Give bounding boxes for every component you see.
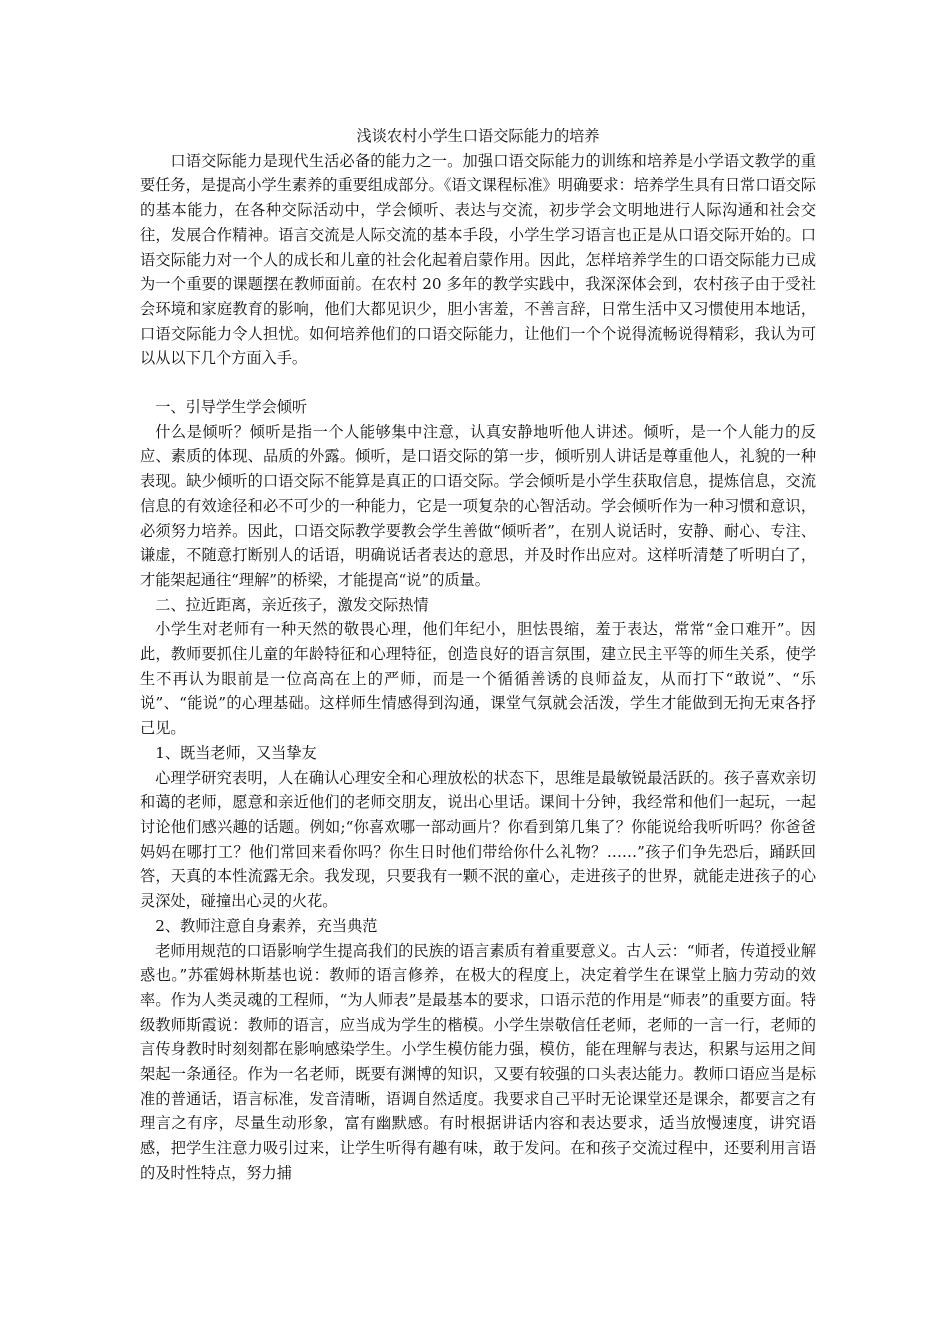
subsection-1-heading: 1、既当老师，又当挚友: [155, 743, 317, 762]
document-page: [140, 124, 816, 1186]
section-2-heading: 二、拉近距离，亲近孩子，激发交际热情: [155, 595, 429, 614]
subsection-1-paragraph: 心理学研究表明，人在确认心理安全和心理放松的状态下，思维是最敏锐最活跃的。孩子喜欢亲切和蔼的老师，愿意和亲近他们的老师交朋友，说出心里话。课间十分钟，我经常和他们一起玩，一起讨论他们感兴趣的话题。例如;“你喜欢哪一部动画片？你看到第几集了？你能说给我听听吗？你爸爸妈妈在哪打工？他们常回来看你吗？你生日时他们带给你什么礼物？……”孩子们争先恐后，踊跃回答，天真的本性流露无余。我发现，只要我有一颗不泯的童心，走进孩子的世界，就能走进孩子的心灵深处，碰撞出心灵的火花。: [140, 768, 816, 911]
subsection-2-paragraph: 老师用规范的口语影响学生提高我们的民族的语言素质有着重要意义。古人云：“师者，传道授业解惑也。”苏霍姆林斯基也说：教师的语言修养，在极大的程度上，决定着学生在课堂上脑力劳动的效率。作为人类灵魂的工程师，“为人师表”是最基本的要求，口语示范的作用是“师表”的重要方面。特级教师斯霞说：教师的语言，应当成为学生的楷模。小学生崇敬信任老师，老师的一言一行，老师的言传身教时时刻刻都在影响感染学生。小学生模仿能力强，模仿，能在理解与表达，积累与运用之间架起一条通径。作为一名老师，既要有渊博的知识，又要有较强的口头表达能力。教师口语应当是标准的普通话，语言标准，发音清晰，语调自然适度。我要求自己平时无论课堂还是课余，都要言之有理言之有序，尽量生动形象，富有幽默感。有时根据讲话内容和表达要求，适当放慢速度，讲究语感，把学生注意力吸引过来，让学生听得有趣有味，敢于发问。在和孩子交流过程中，还要利用言语的及时性特点，努力捕: [140, 941, 817, 1182]
intro-paragraph: 口语交际能力是现代生活必备的能力之一。加强口语交际能力的训练和培养是小学语文教学的重要任务，是提高小学生素养的重要组成部分。《语文课程标准》明确要求：培养学生具有日常口语交际的基本能力，在各种交际活动中，学会倾听、表达与交流，初步学会文明地进行人际沟通和社会交往，发展合作精神。语言交流是人际交流的基本手段，小学生学习语言也正是从口语交际开始的。口语交际能力对一个人的成长和儿童的社会化起着启蒙作用。因此，怎样培养学生的口语交际能力已成为一个重要的课题摆在教师面前。在农村 20 多年的教学实践中，我深深体会到，农村孩子由于受社会环境和家庭教育的影响，他们大都见识少，胆小害羞，不善言辞，日常生活中又习惯使用本地话，口语交际能力令人担忧。如何培养他们的口语交际能力，让他们一个个说得流畅说得精彩，我认为可以从以下几个方面入手。: [140, 151, 816, 368]
document-title: 浅谈农村小学生口语交际能力的培养: [356, 127, 600, 145]
paragraph-gap: [140, 371, 816, 395]
subsection-2-heading: 2、教师注意自身素养，充当典范: [155, 916, 378, 935]
section-1-heading: 一、引导学生学会倾听: [155, 398, 308, 417]
section-2-paragraph: 小学生对老师有一种天然的敬畏心理，他们年纪小，胆怯畏缩，羞于表达，常常“金口难开”。因此，教师要抓住儿童的年龄特征和心理特征，创造良好的语言氛围，建立民主平等的师生关系，使学生不再认为眼前是一位高高在上的严师，而是一个循循善诱的良师益友，从而打下“敢说”、“乐说”、“能说”的心理基础。这样师生情感得到沟通，课堂气氛就会活泼，学生才能做到无拘无束各抒己见。: [140, 620, 816, 738]
section-1-paragraph: 什么是倾听？倾听是指一个人能够集中注意，认真安静地听他人讲述。倾听，是一个人能力的反应、素质的体现、品质的外露。倾听，是口语交际的第一步，倾听别人讲话是尊重他人，礼貌的一种表现。缺少倾听的口语交际不能算是真正的口语交际。学会倾听是小学生获取信息，提炼信息，交流信息的有效途径和必不可少的一种能力，它是一项复杂的心智活动。学会倾听作为一种习惯和意识，必须努力培养。因此，口语交际教学要教会学生善做“倾听者”，在别人说话时，安静、耐心、专注、谦虚，不随意打断别人的话语，明确说话者表达的意思，并及时作出应对。这样听清楚了听明白了，才能架起通往“理解”的桥梁，才能提高“说”的质量。: [140, 422, 816, 589]
